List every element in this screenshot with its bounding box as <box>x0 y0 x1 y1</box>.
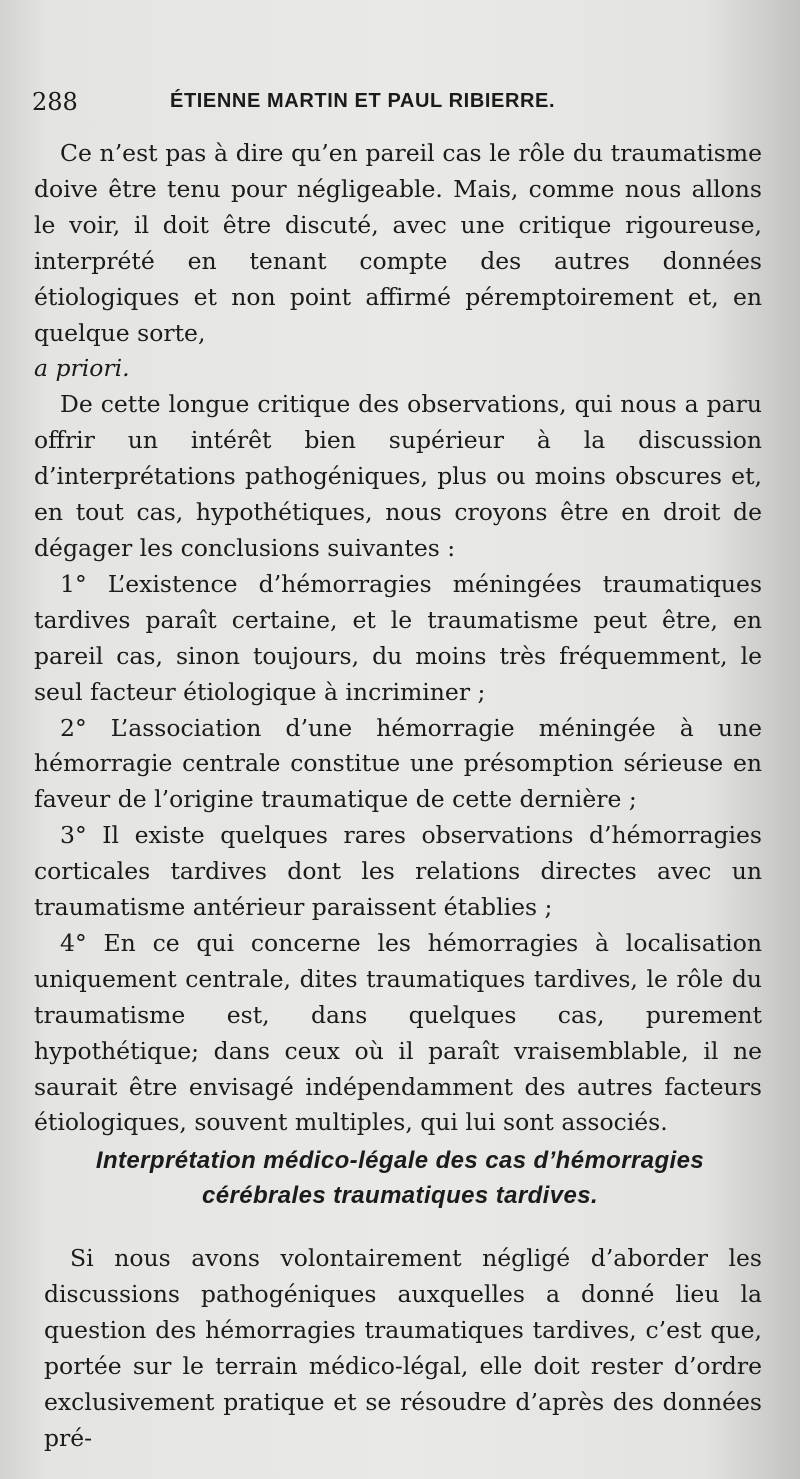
paragraph-medico-legal <box>44 1240 762 1456</box>
section-heading <box>42 1143 758 1213</box>
conclusion-text: 2° L’association d’une hémorragie méningée à une hémorragie centrale constitue une présomption sérieuse en faveur de l’origine traumatique de cette dernière ; <box>34 713 762 814</box>
paragraph-text: Ce n’est pas à dire qu’en pareil cas le rôle du traumatisme doive être tenu pour négligeable. Mais, comme nous allons le voir, il doit être discuté, avec une critique rigoureuse, interprété en tenant compte des autres données étiologiques et non point affirmé péremptoirement et, en quelque sorte, <box>34 139 762 347</box>
page-number: 288 <box>32 88 78 116</box>
paragraph-text: Si nous avons volontairement négligé d’aborder les discussions pathogéniques auxquelles a donné lieu la question des hémorragies traumatiques tardives, c’est que, portée sur le terrain médico-légal, elle doit rester d’ordre exclusivement pratique et se résoudre d’après des données pré- <box>44 1244 762 1452</box>
main-text <box>34 136 762 1141</box>
conclusion-item-3 <box>34 818 762 926</box>
running-title: ÉTIENNE MARTIN ET PAUL RIBIERRE. <box>170 90 556 112</box>
conclusion-item-1 <box>34 567 762 711</box>
conclusion-text: 1° L’existence d’hémorragies méningées traumatiques tardives paraît certaine, et le traumatisme peut être, en pareil cas, sinon toujours, du moins très fréquemment, le seul facteur étiologique à incriminer ; <box>34 569 762 706</box>
paragraph-text: De cette longue critique des observations, qui nous a paru offrir un intérêt bien supérieur à la discussion d’interprétations pathogéniques, plus ou moins obscures et, en tout cas, hypothétiques, nous croyons être en droit de dégager les conclusions suivantes : <box>34 390 762 562</box>
paragraph-critique <box>34 387 762 567</box>
paragraph-end-line <box>34 351 762 387</box>
conclusion-text: 3° Il existe quelques rares observations d’hémorragies corticales tardives dont les relations directes avec un traumatisme antérieur paraissent établies ; <box>34 821 762 922</box>
conclusion-item-2 <box>34 711 762 819</box>
conclusion-item-4 <box>34 926 762 1141</box>
section-text <box>44 1240 762 1456</box>
section-heading-line-1: Interprétation médico-légale des cas d’hémorragies <box>95 1147 705 1174</box>
conclusion-text: 4° En ce qui concerne les hémorragies à localisation uniquement centrale, dites traumatiques tardives, le rôle du traumatisme est, dans quelques cas, purement hypothétique; dans ceux où il paraît vraisemblable, il ne saurait être envisagé indépendamment des autres facteurs étiologiques, souvent multiples, qui lui sont associés. <box>34 928 762 1137</box>
a-priori-phrase: a priori. <box>34 354 130 383</box>
section-heading-line-2: cérébrales traumatiques tardives. <box>201 1182 599 1209</box>
paragraph-role-of-trauma <box>34 136 762 351</box>
running-head <box>30 88 765 118</box>
